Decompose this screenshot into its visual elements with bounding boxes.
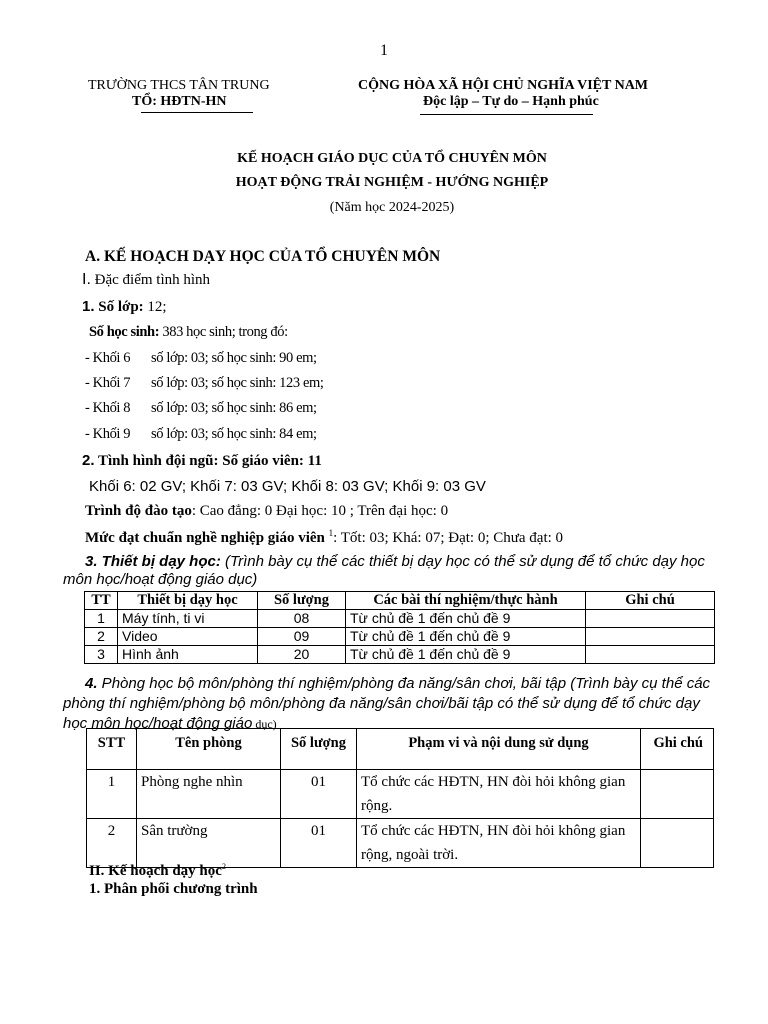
item1-label: Số lớp: (94, 299, 144, 315)
header-cell: Tên phòng (137, 729, 281, 770)
header-cell: Ghi chú (641, 729, 714, 770)
grade-row (85, 400, 317, 417)
item4-label: 4. (85, 675, 98, 692)
table-row (85, 628, 715, 646)
section-ii-text: II. Kế hoạch dạy học (89, 863, 222, 879)
header-cell: Số lượng (258, 592, 346, 610)
table-cell: Phòng nghe nhìn (137, 770, 281, 819)
table-row (87, 819, 714, 868)
doc-title-line1: KẾ HOẠCH GIÁO DỤC CỦA TỔ CHUYÊN MÔN (237, 151, 547, 166)
grade-label: - Khối 9 (85, 426, 131, 442)
section-a-heading: A. KẾ HOẠCH DẠY HỌC CỦA TỔ CHUYÊN MÔN (85, 248, 441, 265)
grade-label: - Khối 6 (85, 350, 131, 366)
school-name: TRƯỜNG THCS TÂN TRUNG (88, 78, 270, 93)
table-cell: 2 (85, 628, 118, 646)
equipment-table (84, 591, 715, 664)
table-cell: Từ chủ đề 1 đến chủ đề 9 (346, 646, 586, 664)
table-header-row (87, 729, 714, 770)
doc-title-year: (Năm học 2024-2025) (329, 200, 455, 215)
table-row (87, 770, 714, 819)
table-cell (641, 770, 714, 819)
table-cell (586, 628, 715, 646)
group-underline (141, 112, 253, 113)
item3-label: 3. Thiết bị dạy học: (85, 553, 221, 570)
header-cell: STT (87, 729, 137, 770)
header-cell: Thiết bị dạy học (118, 592, 258, 610)
table-cell: Sân trường (137, 819, 281, 868)
header-cell: Các bài thí nghiệm/thực hành (346, 592, 586, 610)
table-cell: 08 (258, 610, 346, 628)
table-row (85, 610, 715, 628)
group-name: TỔ: HĐTN-HN (132, 94, 227, 109)
grade-row (85, 350, 317, 367)
equipment-heading (63, 553, 713, 589)
header-cell: Ghi chú (586, 592, 715, 610)
motto-underline (420, 114, 593, 115)
table-cell: 2 (87, 819, 137, 868)
grade-row (85, 375, 324, 392)
item1-number: 1. (82, 298, 95, 315)
table-cell: 1 (87, 770, 137, 819)
standard-footnote: 1 (328, 528, 334, 538)
table-cell: Máy tính, ti vi (118, 610, 258, 628)
doc-title-line2: HOẠT ĐỘNG TRẢI NGHIỆM - HƯỚNG NGHIỆP (235, 175, 549, 190)
item3-text: (Trình bày cụ thể các thiết bị dạy học có thể sử dụng để tổ chức dạy học môn học/hoạt động giáo dục) (63, 553, 705, 588)
motto: Độc lập – Tự do – Hạnh phúc (423, 94, 599, 109)
class-count (82, 298, 167, 316)
standard-value: : Tốt: 03; Khá: 07; Đạt: 0; Chưa đạt: 0 (333, 530, 564, 546)
standard-label: Mức đạt chuẩn nghề nghiệp giáo viên (85, 530, 329, 546)
table-cell: 01 (281, 770, 357, 819)
grade-detail: số lớp: 03; số học sinh: 90 em; (151, 350, 317, 366)
table-cell (586, 610, 715, 628)
section-i-text: Đặc điểm tình hình (90, 272, 211, 288)
grade-detail: số lớp: 03; số học sinh: 84 em; (151, 426, 317, 442)
nation-title: CỘNG HÒA XÃ HỘI CHỦ NGHĨA VIỆT NAM (358, 78, 649, 93)
header-cell: Phạm vi và nội dung sử dụng (357, 729, 641, 770)
section-i-number: I. (82, 271, 91, 288)
item2-number: 2. (82, 452, 95, 469)
professional-standard (85, 528, 563, 547)
table-cell: Hình ảnh (118, 646, 258, 664)
table-row (85, 646, 715, 664)
table-cell: 1 (85, 610, 118, 628)
staff-heading (82, 452, 322, 470)
grade-row (85, 426, 317, 443)
table-cell: Video (118, 628, 258, 646)
item1-value: 12; (143, 299, 167, 315)
rooms-table (86, 728, 714, 868)
qualification (85, 503, 448, 520)
table-cell: Từ chủ đề 1 đến chủ đề 9 (346, 628, 586, 646)
teachers-by-grade: Khối 6: 02 GV; Khối 7: 03 GV; Khối 8: 03 GV; Khối 9: 03 GV (89, 478, 486, 495)
table-header-row (85, 592, 715, 610)
table-cell: 01 (281, 819, 357, 868)
students-label: Số học sinh: (89, 324, 160, 340)
grade-detail: số lớp: 03; số học sinh: 123 em; (151, 375, 324, 391)
grade-detail: số lớp: 03; số học sinh: 86 em; (151, 400, 317, 416)
table-cell: Tổ chức các HĐTN, HN đòi hỏi không gian rộng, ngoài trời. (357, 819, 641, 868)
item4-text: Phòng học bộ môn/phòng thí nghiệm/phòng đa năng/sân chơi, bãi tập (Trình bày cụ thể các phòng thí nghiệm/phòng bộ môn/phòng đa năng/sân chơi/bãi tập có thể sử dụng để tổ chức dạy học môn học/hoạt động giáo (63, 675, 711, 732)
header-cell: Số lượng (281, 729, 357, 770)
qualification-label: Trình độ đào tạo (85, 503, 192, 519)
table-cell: Tổ chức các HĐTN, HN đòi hỏi không gian rộng. (357, 770, 641, 819)
rooms-heading (63, 674, 718, 734)
table-cell: 09 (258, 628, 346, 646)
table-cell: Từ chủ đề 1 đến chủ đề 9 (346, 610, 586, 628)
table-cell: 20 (258, 646, 346, 664)
section-i-heading (82, 271, 210, 289)
student-count (89, 324, 288, 341)
students-value: 383 học sinh; trong đó: (159, 324, 288, 340)
table-cell: 3 (85, 646, 118, 664)
item2-text: Tình hình đội ngũ: Số giáo viên: 11 (94, 453, 322, 469)
item4-tail: dục) (252, 717, 277, 731)
grade-label: - Khối 8 (85, 400, 131, 416)
header-cell: TT (85, 592, 118, 610)
section-ii-footnote: 2 (221, 862, 226, 871)
table-cell (641, 819, 714, 868)
table-cell (586, 646, 715, 664)
grade-label: - Khối 7 (85, 375, 131, 391)
program-distribution-heading: 1. Phân phối chương trình (89, 881, 258, 897)
qualification-value: : Cao đẳng: 0 Đại học: 10 ; Trên đại học: 0 (191, 503, 449, 519)
page-number: 1 (380, 42, 388, 59)
section-ii-heading (89, 862, 226, 880)
